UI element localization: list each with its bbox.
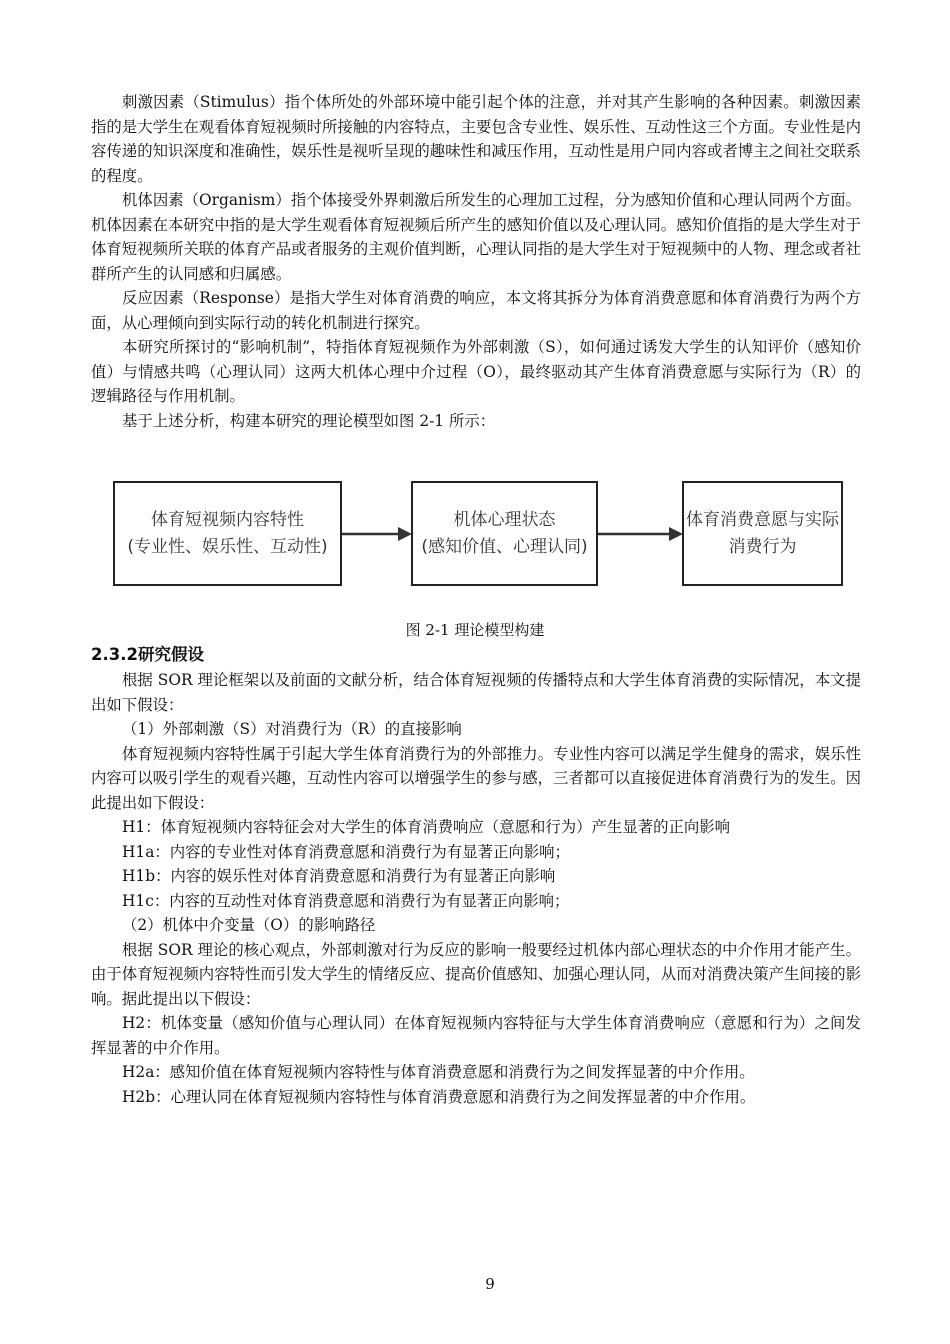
section-heading: 2.3.2研究假设 [91, 645, 204, 664]
paragraph-mechanism: 本研究所探讨的“影响机制”，特指体育短视频作为外部刺激（S），如何通过诱发大学生的认知评价（感知价值）与情感共鸣（心理认同）这两大机体心理中介过程（O），最终驱动其产生体育消费意愿与实际行为（R）的逻辑路径与作用机制。 [91, 338, 861, 405]
box1-line2: (专业性、娱乐性、互动性) [127, 536, 328, 557]
hypothesis-h1a: H1a：内容的专业性对体育消费意愿和消费行为有显著正向影响； [122, 842, 570, 861]
box-organism-state [411, 481, 598, 586]
box2-line2: (感知价值、心理认同) [421, 536, 588, 557]
paragraph-model-intro: 基于上述分析，构建本研究的理论模型如图 2-1 所示： [122, 411, 496, 430]
subsection-1-text: 体育短视频内容特性属于引起大学生体育消费行为的外部推力。专业性内容可以满足学生健身的需求，娱乐性内容可以吸引学生的观看兴趣，互动性内容可以增强学生的参与感，三者都可以直接促进体育消费行为的发生。因此提出如下假设： [91, 744, 861, 812]
box-consumption-response [682, 481, 843, 586]
hypothesis-h2: H2：机体变量（感知价值与心理认同）在体育短视频内容特征与大学生体育消费响应（意愿和行为）之间发挥显著的中介作用。 [91, 1014, 861, 1057]
hypothesis-h2a: H2a：感知价值在体育短视频内容特性与体育消费意愿和消费行为之间发挥显著的中介作用。 [122, 1063, 755, 1081]
hypothesis-h1c: H1c：内容的互动性对体育消费意愿和消费行为有显著正向影响； [122, 891, 570, 910]
subsection-2-title: （2）机体中介变量（O）的影响路径 [122, 916, 376, 934]
figure-caption: 图 2-1 理论模型构建 [405, 621, 545, 639]
box3-line2: 消费行为 [728, 536, 797, 557]
box2-line1: 机体心理状态 [453, 509, 556, 530]
hypotheses-intro: 根据 SOR 理论框架以及前面的文献分析，结合体育短视频的传播特点和大学生体育消费的实际情况，本文提出如下假设： [91, 671, 861, 714]
hypothesis-h2b: H2b：心理认同在体育短视频内容特性与体育消费意愿和消费行为之间发挥显著的中介作用。 [122, 1087, 756, 1106]
hypotheses-section [91, 668, 861, 1109]
paragraph-stimulus: 刺激因素（Stimulus）指个体所处的外部环境中能引起个体的注意，并对其产生影响的各种因素。刺激因素指的是大学生在观看体育短视频时所接触的内容特点，主要包含专业性、娱乐性、互动性这三个方面。专业性是内容传递的知识深度和准确性，娱乐性是视听呈现的趣味性和减压作用，互动性是用户同内容或者博主之间社交联系的程度。 [91, 93, 861, 185]
box3-line1: 体育消费意愿与实际 [686, 509, 839, 530]
arrow-right-icon [342, 522, 412, 546]
box-content-characteristics [113, 481, 342, 586]
theory-model-diagram [0, 470, 950, 600]
box1-line1: 体育短视频内容特性 [151, 509, 304, 530]
arrow-right-icon [598, 522, 683, 546]
hypothesis-h1b: H1b：内容的娱乐性对体育消费意愿和消费行为有显著正向影响 [122, 867, 556, 885]
paragraph-organism: 机体因素（Organism）指个体接受外界刺激后所发生的心理加工过程，分为感知价值和心理认同两个方面。机体因素在本研究中指的是大学生观看体育短视频后所产生的感知价值以及心理认同。感知价值指的是大学生对于体育短视频所关联的体育产品或者服务的主观价值判断，心理认同指的是大学生对于短视频中的人物、理念或者社群所产生的认同感和归属感。 [91, 191, 861, 283]
subsection-2-text: 根据 SOR 理论的核心观点，外部刺激对行为反应的影响一般要经过机体内部心理状态的中介作用才能产生。由于体育短视频内容特性而引发大学生的情绪反应、提高价值感知、加强心理认同，从而对消费决策产生间接的影响。据此提出以下假设： [91, 940, 861, 1008]
page-number: 9 [485, 1275, 495, 1293]
intro-section [91, 90, 861, 433]
subsection-1-title: （1）外部刺激（S）对消费行为（R）的直接影响 [122, 720, 462, 738]
hypothesis-h1: H1：体育短视频内容特征会对大学生的体育消费响应（意愿和行为）产生显著的正向影响 [122, 818, 731, 836]
paragraph-response: 反应因素（Response）是指大学生对体育消费的响应，本文将其拆分为体育消费意愿和体育消费行为两个方面，从心理倾向到实际行动的转化机制进行探究。 [91, 289, 861, 332]
